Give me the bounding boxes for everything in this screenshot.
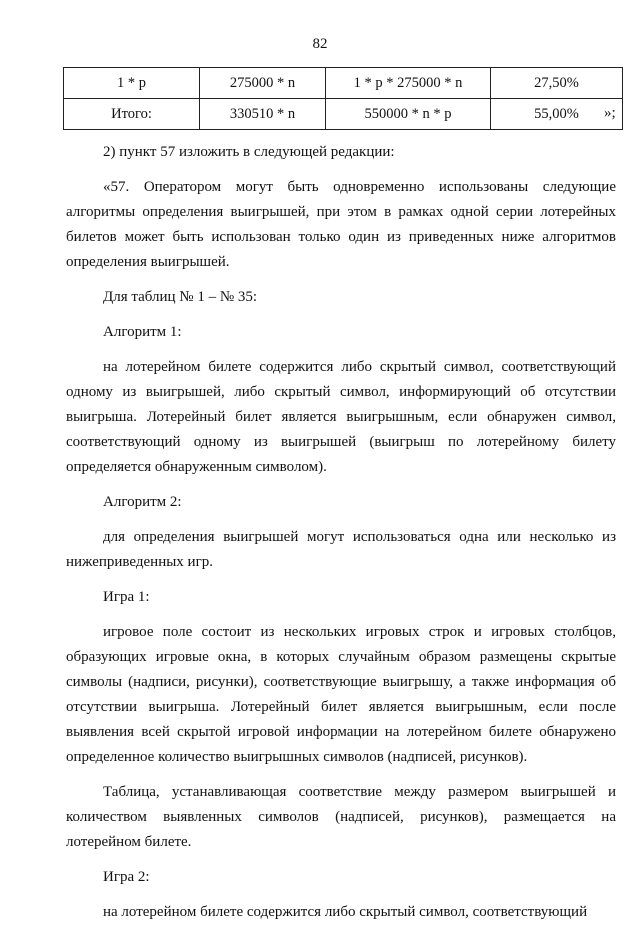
table-cell: 1 * р [64,68,200,99]
table-cell: 27,50% [491,68,623,99]
table-closing-quote: »; [604,105,616,121]
heading-algorithm-2: Алгоритм 2: [103,494,182,510]
paragraph-prize-table: Таблица, устанавливающая соответствие между размером выигрышей и количеством выявленных символов (надписей, рисунков), размещается на лотерейном билете. [66,784,616,850]
table-cell: 550000 * n * р [326,99,491,130]
table-cell: 330510 * n [200,99,326,130]
table-cell: 275000 * n [200,68,326,99]
table-row [64,68,623,99]
paragraph-game-2: на лотерейном билете содержится либо скрытый символ, соответствующий [103,904,588,920]
table-cell: 55,00% [491,99,623,130]
paragraph-item-2: 2) пункт 57 изложить в следующей редакции: [103,144,395,160]
paragraph-algorithm-2: для определения выигрышей могут использоваться одна или несколько из нижеприведенных игр. [66,529,616,570]
document-body [66,140,616,925]
paragraph-game-1: игровое поле состоит из нескольких игровых строк и игровых столбцов, образующих игровые окна, в которых случайным образом размещены скрытые символы (надписи, рисунки), соответствующие выигрышу, а также информация об отсутствии выигрыша. Лотерейный билет является выигрышным, если после выявления всей скрытой игровой информации на лотерейном билете обнаружено определенное количество выигрышных символов (надписей, рисунков). [66,624,616,765]
table-cell: 1 * р * 275000 * n [326,68,491,99]
heading-game-1: Игра 1: [103,589,150,605]
paragraph-clause-57: «57. Оператором могут быть одновременно использованы следующие алгоритмы определения выигрышей, при этом в рамках одной серии лотерейных билетов может быть использован только один из приведенных ниже алгоритмов определения выигрышей. [66,179,616,270]
heading-game-2: Игра 2: [103,869,150,885]
page-number: 82 [312,36,328,52]
heading-algorithm-1: Алгоритм 1: [103,324,182,340]
table-row-total [64,99,623,130]
paragraph-algorithm-1: на лотерейном билете содержится либо скрытый символ, соответствующий одному из выигрышей, либо скрытый символ, информирующий об отсутствии выигрыша. Лотерейный билет является выигрышным, если обнаружен символ, соответствующий одному из выигрышей (выигрыш по лотерейному билету определяется обнаруженным символом). [66,359,616,475]
results-table [63,67,623,130]
paragraph-tables-heading: Для таблиц № 1 – № 35: [103,289,258,305]
table-cell: Итого: [64,99,200,130]
